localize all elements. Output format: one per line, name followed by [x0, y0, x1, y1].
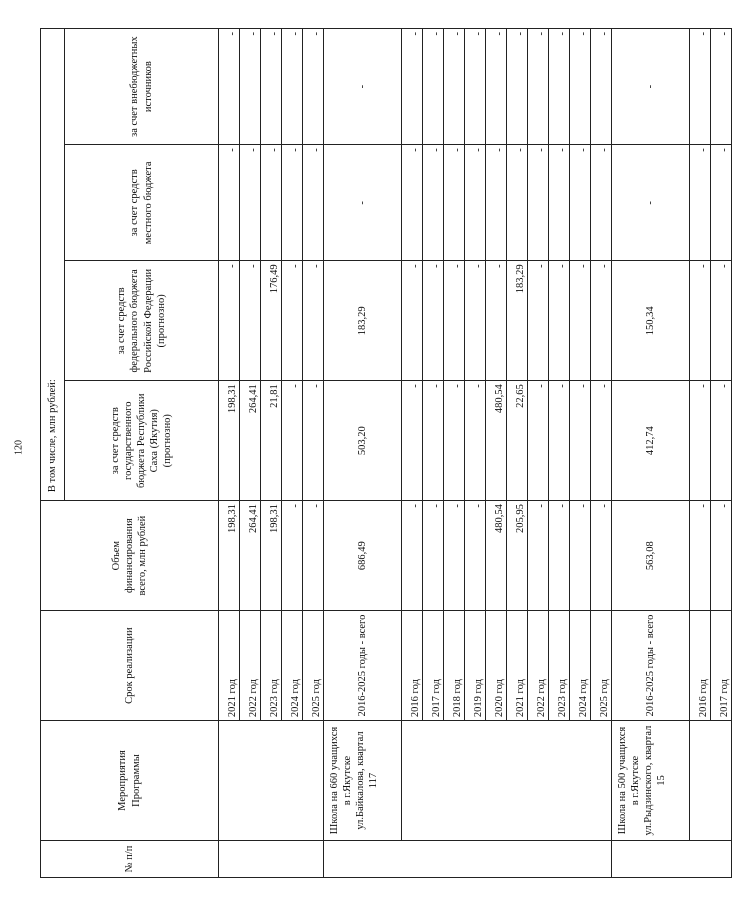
- federal-cell: -: [465, 261, 486, 381]
- header-period: Срок реализации: [41, 611, 219, 721]
- measure-cell: Школа на 660 учащихся в г.Якутске ул.Байкалова, квартал 117: [324, 721, 402, 841]
- local-summary-cell: -: [324, 145, 402, 261]
- federal-cell: -: [690, 261, 711, 381]
- federal-cell: -: [402, 261, 423, 381]
- period-summary-cell: 2016-2025 годы - всего: [324, 611, 402, 721]
- period-cell: 2022 год: [240, 611, 261, 721]
- total-cell: -: [528, 501, 549, 611]
- federal-summary-cell: 150,34: [612, 261, 690, 381]
- local-cell: -: [444, 145, 465, 261]
- state-summary-cell: 412,74: [612, 381, 690, 501]
- total-cell: -: [465, 501, 486, 611]
- table-row: [402, 29, 423, 878]
- header-local: за счет средств местного бюджета: [65, 145, 219, 261]
- total-cell: -: [423, 501, 444, 611]
- state-cell: -: [549, 381, 570, 501]
- state-summary-cell: 503,20: [324, 381, 402, 501]
- local-cell: -: [507, 145, 528, 261]
- federal-cell: -: [444, 261, 465, 381]
- total-cell: -: [303, 501, 324, 611]
- local-cell: -: [303, 145, 324, 261]
- total-cell: 198,31: [261, 501, 282, 611]
- total-cell: -: [444, 501, 465, 611]
- federal-cell: 183,29: [507, 261, 528, 381]
- local-cell: -: [465, 145, 486, 261]
- state-cell: -: [402, 381, 423, 501]
- federal-cell: -: [570, 261, 591, 381]
- period-cell: 2023 год: [549, 611, 570, 721]
- measure-cell: [219, 721, 324, 841]
- extra-cell: -: [570, 29, 591, 145]
- state-cell: 198,31: [219, 381, 240, 501]
- extra-cell: -: [444, 29, 465, 145]
- state-cell: 22,65: [507, 381, 528, 501]
- state-cell: 480,54: [486, 381, 507, 501]
- state-cell: -: [528, 381, 549, 501]
- total-cell: -: [549, 501, 570, 611]
- local-cell: -: [423, 145, 444, 261]
- extra-summary-cell: -: [612, 29, 690, 145]
- local-cell: -: [690, 145, 711, 261]
- federal-cell: -: [591, 261, 612, 381]
- extra-cell: -: [486, 29, 507, 145]
- extra-cell: -: [507, 29, 528, 145]
- period-cell: 2025 год: [591, 611, 612, 721]
- federal-cell: -: [528, 261, 549, 381]
- table-row: [612, 29, 690, 878]
- extra-cell: -: [219, 29, 240, 145]
- rotated-table-frame: [40, 28, 730, 878]
- total-cell: -: [282, 501, 303, 611]
- header-extra: за счет внебюджетных источников: [65, 29, 219, 145]
- federal-summary-cell: 183,29: [324, 261, 402, 381]
- federal-cell: -: [486, 261, 507, 381]
- period-cell: 2016 год: [690, 611, 711, 721]
- measure-cell-empty: [402, 721, 612, 841]
- local-cell: -: [591, 145, 612, 261]
- state-cell: -: [711, 381, 732, 501]
- period-cell: 2017 год: [423, 611, 444, 721]
- local-cell: -: [528, 145, 549, 261]
- extra-cell: -: [261, 29, 282, 145]
- total-cell: -: [711, 501, 732, 611]
- total-cell: -: [570, 501, 591, 611]
- period-cell: 2021 год: [219, 611, 240, 721]
- extra-cell: -: [465, 29, 486, 145]
- local-cell: -: [402, 145, 423, 261]
- period-cell: 2018 год: [444, 611, 465, 721]
- state-cell: -: [570, 381, 591, 501]
- table-row: [324, 29, 402, 878]
- extra-cell: -: [282, 29, 303, 145]
- state-cell: -: [423, 381, 444, 501]
- state-cell: -: [591, 381, 612, 501]
- header-state: за счет средств государственного бюджета Республики Саха (Якутия) (прогнозно): [65, 381, 219, 501]
- header-volume: Объем финансирования всего, млн рублей: [41, 501, 219, 611]
- local-summary-cell: -: [612, 145, 690, 261]
- period-cell: 2017 год: [711, 611, 732, 721]
- period-cell: 2023 год: [261, 611, 282, 721]
- federal-cell: -: [240, 261, 261, 381]
- measure-cell: Школа на 500 учащихся в г.Якутске ул.Рыдзинского, квартал 15: [612, 721, 690, 841]
- period-summary-cell: 2016-2025 годы - всего: [612, 611, 690, 721]
- federal-cell: 176,49: [261, 261, 282, 381]
- federal-cell: -: [219, 261, 240, 381]
- local-cell: -: [219, 145, 240, 261]
- page-number: 120: [13, 440, 25, 455]
- table-row: [219, 29, 240, 878]
- state-cell: -: [690, 381, 711, 501]
- total-summary-cell: 686,49: [324, 501, 402, 611]
- header-measures: Мероприятия Программы: [41, 721, 219, 841]
- extra-cell: -: [690, 29, 711, 145]
- state-cell: -: [282, 381, 303, 501]
- local-cell: -: [261, 145, 282, 261]
- extra-summary-cell: -: [324, 29, 402, 145]
- state-cell: -: [303, 381, 324, 501]
- num-cell: [612, 840, 732, 877]
- total-cell: 205,95: [507, 501, 528, 611]
- header-federal: за счет средств федерального бюджета Российской Федерации (прогнозно): [65, 261, 219, 381]
- period-cell: 2016 год: [402, 611, 423, 721]
- total-summary-cell: 563,08: [612, 501, 690, 611]
- header-num: № п/п: [41, 840, 219, 877]
- total-cell: 480,54: [486, 501, 507, 611]
- local-cell: -: [711, 145, 732, 261]
- header-group: В том числе, млн рублей:: [41, 29, 65, 501]
- extra-cell: -: [402, 29, 423, 145]
- local-cell: -: [486, 145, 507, 261]
- state-cell: -: [444, 381, 465, 501]
- measure-cell-empty: [690, 721, 732, 841]
- total-cell: 264,41: [240, 501, 261, 611]
- extra-cell: -: [240, 29, 261, 145]
- total-cell: -: [402, 501, 423, 611]
- state-cell: 21,81: [261, 381, 282, 501]
- table-row: [690, 29, 711, 878]
- extra-cell: -: [711, 29, 732, 145]
- period-cell: 2024 год: [282, 611, 303, 721]
- period-cell: 2019 год: [465, 611, 486, 721]
- federal-cell: -: [711, 261, 732, 381]
- total-cell: -: [591, 501, 612, 611]
- extra-cell: -: [591, 29, 612, 145]
- financing-table: [40, 28, 732, 878]
- extra-cell: -: [528, 29, 549, 145]
- period-cell: 2020 год: [486, 611, 507, 721]
- federal-cell: -: [303, 261, 324, 381]
- local-cell: -: [282, 145, 303, 261]
- local-cell: -: [240, 145, 261, 261]
- federal-cell: -: [549, 261, 570, 381]
- extra-cell: -: [423, 29, 444, 145]
- federal-cell: -: [282, 261, 303, 381]
- state-cell: 264,41: [240, 381, 261, 501]
- period-cell: 2021 год: [507, 611, 528, 721]
- num-cell: [219, 840, 324, 877]
- num-cell: [324, 840, 612, 877]
- local-cell: -: [570, 145, 591, 261]
- period-cell: 2025 год: [303, 611, 324, 721]
- federal-cell: -: [423, 261, 444, 381]
- state-cell: -: [465, 381, 486, 501]
- extra-cell: -: [549, 29, 570, 145]
- extra-cell: -: [303, 29, 324, 145]
- local-cell: -: [549, 145, 570, 261]
- total-cell: 198,31: [219, 501, 240, 611]
- period-cell: 2024 год: [570, 611, 591, 721]
- period-cell: 2022 год: [528, 611, 549, 721]
- total-cell: -: [690, 501, 711, 611]
